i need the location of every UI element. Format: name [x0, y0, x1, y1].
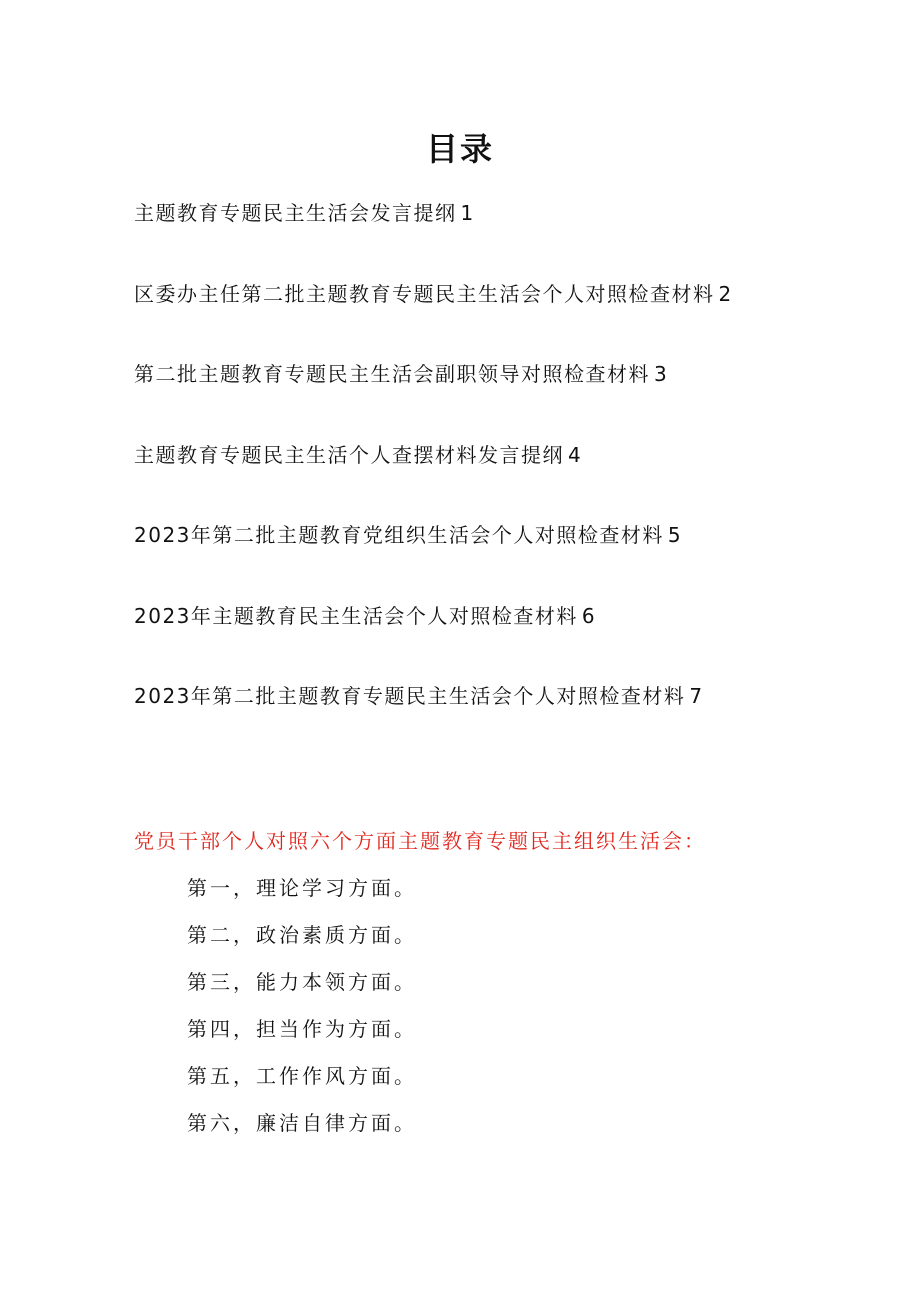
- six-aspects-section: [134, 826, 706, 1155]
- toc-entry-text: 第二批主题教育专题民主生活会副职领导对照检查材料: [134, 362, 650, 386]
- toc-entry[interactable]: [134, 359, 733, 440]
- aspect-item: 第四，担当作为方面。: [187, 1017, 417, 1041]
- toc-entry[interactable]: [134, 681, 733, 762]
- toc-entry-page: 5: [667, 523, 683, 547]
- aspect-item: 第二，政治素质方面。: [187, 923, 417, 947]
- toc-entry-page: 7: [689, 684, 704, 708]
- toc-entry-page: 2: [718, 281, 733, 306]
- aspect-item: 第一，理论学习方面。: [187, 876, 417, 900]
- toc-entry[interactable]: [134, 601, 733, 682]
- aspect-item: 第五，工作作风方面。: [187, 1064, 417, 1088]
- aspect-item: 第六，廉洁自律方面。: [187, 1111, 417, 1135]
- toc-list: [134, 198, 733, 762]
- aspect-list: [134, 873, 706, 1155]
- toc-title: 目录: [425, 130, 494, 168]
- toc-entry[interactable]: [134, 198, 733, 279]
- toc-entry[interactable]: [134, 440, 733, 521]
- toc-entry-text: 主题教育专题民主生活个人查摆材料发言提纲: [134, 442, 564, 467]
- toc-entry-text: 2023年第二批主题教育专题民主生活会个人对照检查材料: [134, 684, 686, 708]
- toc-entry-page: 3: [654, 362, 669, 386]
- toc-entry-text: 2023年第二批主题教育党组织生活会个人对照检查材料: [134, 523, 664, 547]
- toc-entry-page: 6: [581, 603, 597, 628]
- toc-entry[interactable]: [134, 520, 733, 601]
- toc-entry-text: 2023年主题教育民主生活会个人对照检查材料: [134, 603, 578, 628]
- toc-entry[interactable]: [134, 279, 733, 360]
- toc-entry-text: 区委办主任第二批主题教育专题民主生活会个人对照检查材料: [134, 281, 715, 306]
- toc-entry-text: 主题教育专题民主生活会发言提纲: [134, 201, 457, 225]
- aspect-item: 第三，能力本领方面。: [187, 970, 417, 994]
- toc-entry-page: 1: [460, 201, 475, 225]
- section-heading: 党员干部个人对照六个方面主题教育专题民主组织生活会：: [134, 829, 706, 853]
- toc-entry-page: 4: [568, 442, 583, 467]
